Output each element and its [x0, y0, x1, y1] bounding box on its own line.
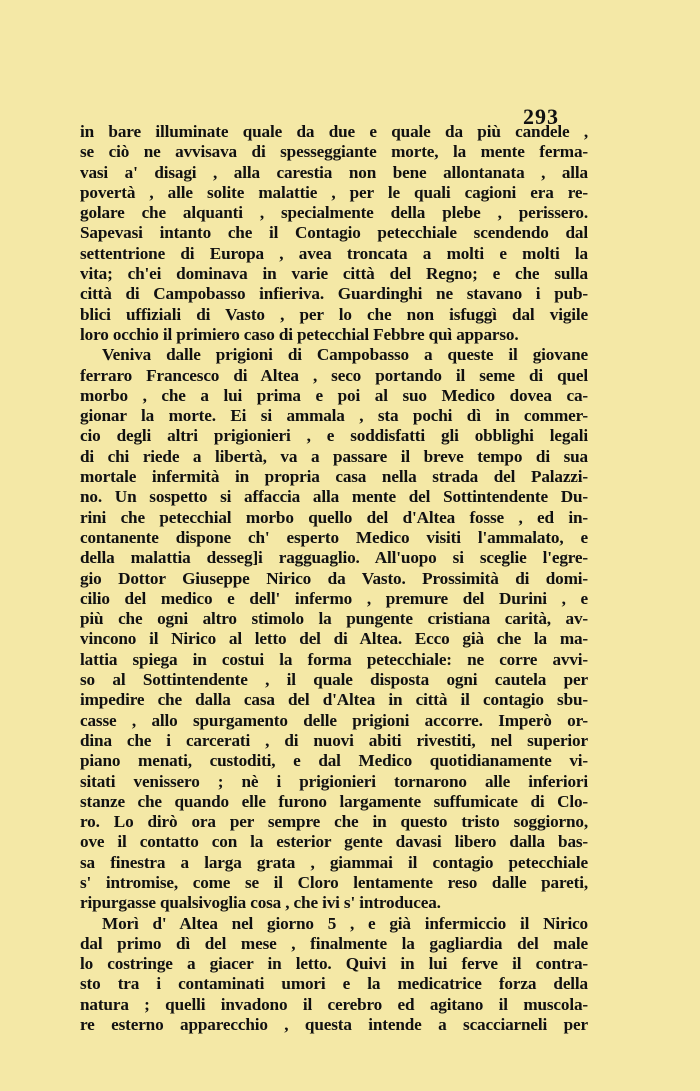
- text-line: se ciò ne avvisava di spesseggiante morte, la mente ferma-: [80, 142, 588, 162]
- text-line: stanze che quando elle furono largamente suffumicate di Clo-: [80, 791, 588, 811]
- text-line: blici uffiziali di Vasto , per lo che non isfuggì dal vigile: [80, 304, 588, 324]
- body-text: [80, 122, 588, 1035]
- text-line: Veniva dalle prigioni di Campobasso a queste il giovane: [102, 345, 588, 365]
- text-line: città di Campobasso infieriva. Guardinghi ne stavano i pub-: [80, 284, 588, 304]
- text-line: dal primo dì del mese , finalmente la gagliardia del male: [80, 933, 588, 953]
- page-number: 293: [523, 104, 559, 129]
- text-line: cio degli altri prigionieri , e soddisfatti gli obblighi legali: [80, 426, 588, 446]
- text-line: ferraro Francesco di Altea , seco portando il seme di quel: [80, 365, 588, 385]
- text-line: Morì d' Altea nel giorno 5 , e già infermiccio il Nirico: [102, 913, 588, 933]
- text-line: gio Dottor Giuseppe Nirico da Vasto. Prossimità di domi-: [80, 568, 588, 588]
- text-line: più che ogni altro stimolo la pungente cristiana carità, av-: [80, 609, 588, 629]
- text-line: morbo , che a lui prima e poi al suo Medico dovea ca-: [80, 385, 588, 405]
- text-line: della malattia desseg]i ragguaglio. All'uopo si sceglie l'egre-: [80, 548, 588, 568]
- text-line: contanente dispone ch' esperto Medico visiti l'ammalato, e: [80, 527, 588, 547]
- text-line: s' intromise, come se il Cloro lentamente reso dalle pareti,: [80, 872, 588, 892]
- text-line: ro. Lo dirò ora per sempre che in questo tristo soggiorno,: [80, 812, 588, 832]
- text-line: re esterno apparecchio , questa intende a scacciarneli per: [80, 1015, 588, 1035]
- text-line: natura ; quelli invadono il cerebro ed agitano il muscola-: [80, 994, 588, 1014]
- text-line: povertà , alle solite malattie , per le quali cagioni era re-: [80, 182, 588, 202]
- text-line: rini che petecchial morbo quello del d'Altea fosse , ed in-: [80, 507, 588, 527]
- text-line: di chi riede a libertà, va a passare il breve tempo di sua: [80, 446, 588, 466]
- text-line: mortale infermità in propria casa nella strada del Palazzi-: [80, 467, 588, 487]
- text-line: Sapevasi intanto che il Contagio petecchiale scendendo dal: [80, 223, 588, 243]
- text-line: ripurgasse qualsivoglia cosa , che ivi s' introducea.: [80, 893, 441, 913]
- text-line: casse , allo spurgamento delle prigioni accorre. Imperò or-: [80, 710, 588, 730]
- text-line: vasi a' disagi , alla carestia non bene allontanata , alla: [80, 162, 588, 182]
- text-line: ove il contatto con la esterior gente davasi libero dalla bas-: [80, 832, 588, 852]
- text-line: gionar la morte. Ei si ammala , sta pochi dì in commer-: [80, 406, 588, 426]
- text-line: sto tra i contaminati umori e la medicatrice forza della: [80, 974, 588, 994]
- text-line: dina che i carcerati , di nuovi abiti rivestiti, nel superior: [80, 730, 588, 750]
- text-line: loro occhio il primiero caso di petecchial Febbre quì apparso.: [80, 324, 519, 344]
- text-line: no. Un sospetto si affaccia alla mente del Sottintendente Du-: [80, 487, 588, 507]
- text-line: sa finestra a larga grata , giammai il contagio petecchiale: [80, 852, 588, 872]
- text-line: piano menati, custoditi, e dal Medico quotidianamente vi-: [80, 751, 588, 771]
- text-line: sitati venissero ; nè i prigionieri tornarono alle inferiori: [80, 771, 588, 791]
- text-line: cilio del medico e dell' infermo , premure del Durini , e: [80, 588, 588, 608]
- text-line: so al Sottintendente , il quale disposta ogni cautela per: [80, 670, 588, 690]
- text-line: vincono il Nirico al letto del di Altea. Ecco già che la ma-: [80, 629, 588, 649]
- text-line: settentrione di Europa , avea troncata a molti e molti la: [80, 243, 588, 263]
- text-line: lattia spiega in costui la forma petecchiale: ne corre avvi-: [80, 649, 588, 669]
- text-line: golare che alquanti , specialmente della plebe , perissero.: [80, 203, 588, 223]
- text-line: impedire che dalla casa del d'Altea in città il contagio sbu-: [80, 690, 588, 710]
- text-line: lo costringe a giacer in letto. Quivi in lui ferve il contra-: [80, 954, 588, 974]
- text-line: vita; ch'ei dominava in varie città del Regno; e che sulla: [80, 264, 588, 284]
- text-line: in bare illuminate quale da due e quale da più candele ,: [80, 122, 588, 141]
